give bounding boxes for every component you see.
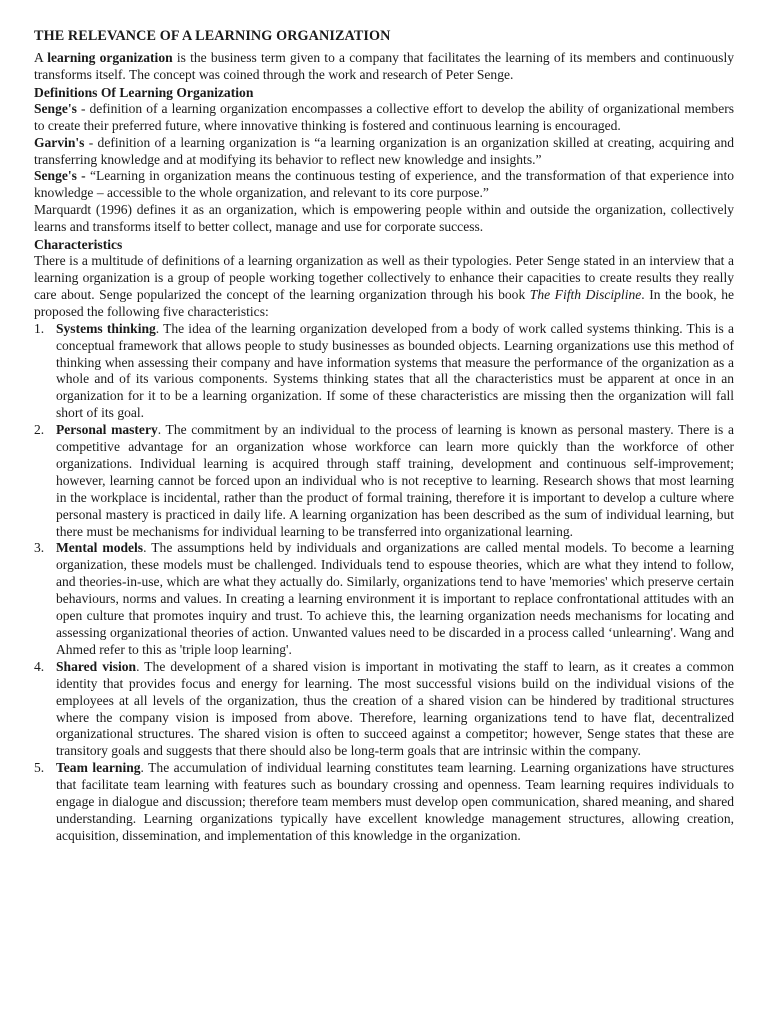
item-text: . The commitment by an individual to the process of learning is known as personal mastery. There is a competitive advantage for an organization whose workforce can learn more quickly than the workforce of other organizations. Individual learning is acquired through staff training, development and continuous self-improvement; however, learning cannot be forced upon an individual who is not receptive to learning. Research shows that most learning in the workplace is incidental, rather than the product of formal training, therefore it is important to develop a culture where personal mastery is practiced in daily life. A learning organization has been described as the sum of individual learning, but there must be mechanisms for individual learning to be transferred into organizational learning. <box>56 422 734 539</box>
definition-text: - definition of a learning organization encompasses a collective effort to develop the ability of organizational members to create their preferred future, where innovative thinking is fostered and continuous learning is encouraged. <box>34 100 734 133</box>
list-item <box>34 422 734 540</box>
characteristics-intro-after: . In the book, he proposed the following five characteristics: <box>34 286 734 319</box>
item-text: . The assumptions held by individuals and organizations are called mental models. To become a learning organization, these models must be challenged. Individuals tend to espouse theories, which are what they intend to follow, and theories-in-use, which are what they actually do. Similarly, organizations tend to have 'memories' which preserve certain behaviours, norms and values. In creating a learning environment it is important to replace confrontational attitudes with an open culture that promotes inquiry and trust. To achieve this, the learning organization needs mechanisms for locating and assessing organizational theories of action. Unwanted values need to be discarded in a process called ‘unlearning'. Wang and Ahmed refer to this as 'triple loop learning'. <box>56 540 734 657</box>
characteristics-heading: Characteristics <box>34 237 123 253</box>
definition-garvin <box>34 135 734 169</box>
item-paragraph <box>56 422 734 540</box>
definition-name: Senge's - <box>34 168 86 184</box>
list-item <box>34 321 734 422</box>
item-term: Systems thinking <box>56 320 156 336</box>
intro-text: is the business term given to a company that facilitates the learning of its members and continuously transforms itself. The concept was coined through the work and research of Peter Senge. <box>34 50 734 82</box>
item-number: 4. <box>34 658 45 674</box>
book-title: The Fifth Discipline <box>529 286 642 302</box>
characteristics-intro-before: There is a multitude of definitions of a learning organization as well as their typologies. Peter Senge stated in an interview that a learning organization is a group of people working together collectively to enhance their capacities to create results they really care about. Senge popularized the concept of the learning organization through his book <box>34 253 734 302</box>
intro-paragraph <box>34 50 734 84</box>
item-text: . The accumulation of individual learning constitutes team learning. Learning organizations have structures that facilitate team learning with features such as boundary crossing and openness. Team learning requires individuals to engage in dialogue and discussion; therefore team members must develop open communication, shared meaning, and shared understanding. Learning organizations typically have excellent knowledge management structures, allowing creation, acquisition, dissemination, and implementation of this knowledge in the organization. <box>56 760 734 843</box>
item-text: . The idea of the learning organization developed from a body of work called systems thinking. This is a conceptual framework that allows people to study businesses as bounded objects. Learning organizations use this method of thinking when assessing their company and have information systems that measure the performance of the organization as a whole and of its various components. Systems thinking states that all the characteristics must be apparent at once in an organization for it to be a learning organization. If some of these characteristics are missing then the organization will fall short of its goal. <box>56 320 734 421</box>
list-item <box>34 760 734 845</box>
definition-senge-quote <box>34 168 734 202</box>
document-title: THE RELEVANCE OF A LEARNING ORGANIZATION <box>34 28 391 44</box>
characteristics-intro <box>34 253 734 321</box>
item-paragraph <box>56 659 734 760</box>
definition-senge <box>34 101 734 135</box>
item-number: 2. <box>34 422 45 438</box>
definition-text: - definition of a learning organization is “a learning organization is an organization skilled at creating, acquiring and transferring knowledge and at modifying its behavior to reflect new knowledge and insights.” <box>34 134 734 167</box>
item-term: Team learning <box>56 760 141 776</box>
list-item <box>34 540 734 658</box>
intro-term: learning organization <box>47 50 173 65</box>
item-number: 3. <box>34 540 45 556</box>
item-paragraph <box>56 540 734 658</box>
list-item <box>34 659 734 760</box>
item-term: Mental models <box>56 540 144 556</box>
item-paragraph <box>56 760 734 845</box>
item-term: Personal mastery <box>56 422 158 438</box>
definition-name: Garvin's <box>34 134 85 150</box>
item-number: 1. <box>34 320 45 336</box>
intro-article: A <box>34 50 48 65</box>
definition-text: “Learning in organization means the continuous testing of experience, and the transformation of that experience into knowledge – accessible to the whole organization, and relevant to its core purpose.” <box>34 168 734 201</box>
characteristics-list <box>34 321 734 845</box>
item-text: . The development of a shared vision is important in motivating the staff to learn, as it creates a common identity that provides focus and energy for learning. The most successful visions build on the individual visions of the employees at all levels of the organization, thus the creation of a shared vision can be hindered by traditional structures where the company vision is imposed from above. Therefore, learning organizations tend to have flat, decentralized organizational structures. The shared vision is often to succeed against a competitor; however, Senge states that these are transitory goals and suggests that there should also be long-term goals that are intrinsic within the company. <box>56 658 734 759</box>
item-paragraph <box>56 321 734 422</box>
definitions-heading: Definitions Of Learning Organization <box>34 84 254 100</box>
definition-name: Senge's <box>34 100 77 116</box>
marquardt-paragraph: Marquardt (1996) defines it as an organization, which is empowering people within and outside the organization, collectively learns and transforms itself to better collect, manage and use for corporate success. <box>34 202 734 235</box>
item-term: Shared vision <box>56 658 137 674</box>
item-number: 5. <box>34 760 45 776</box>
